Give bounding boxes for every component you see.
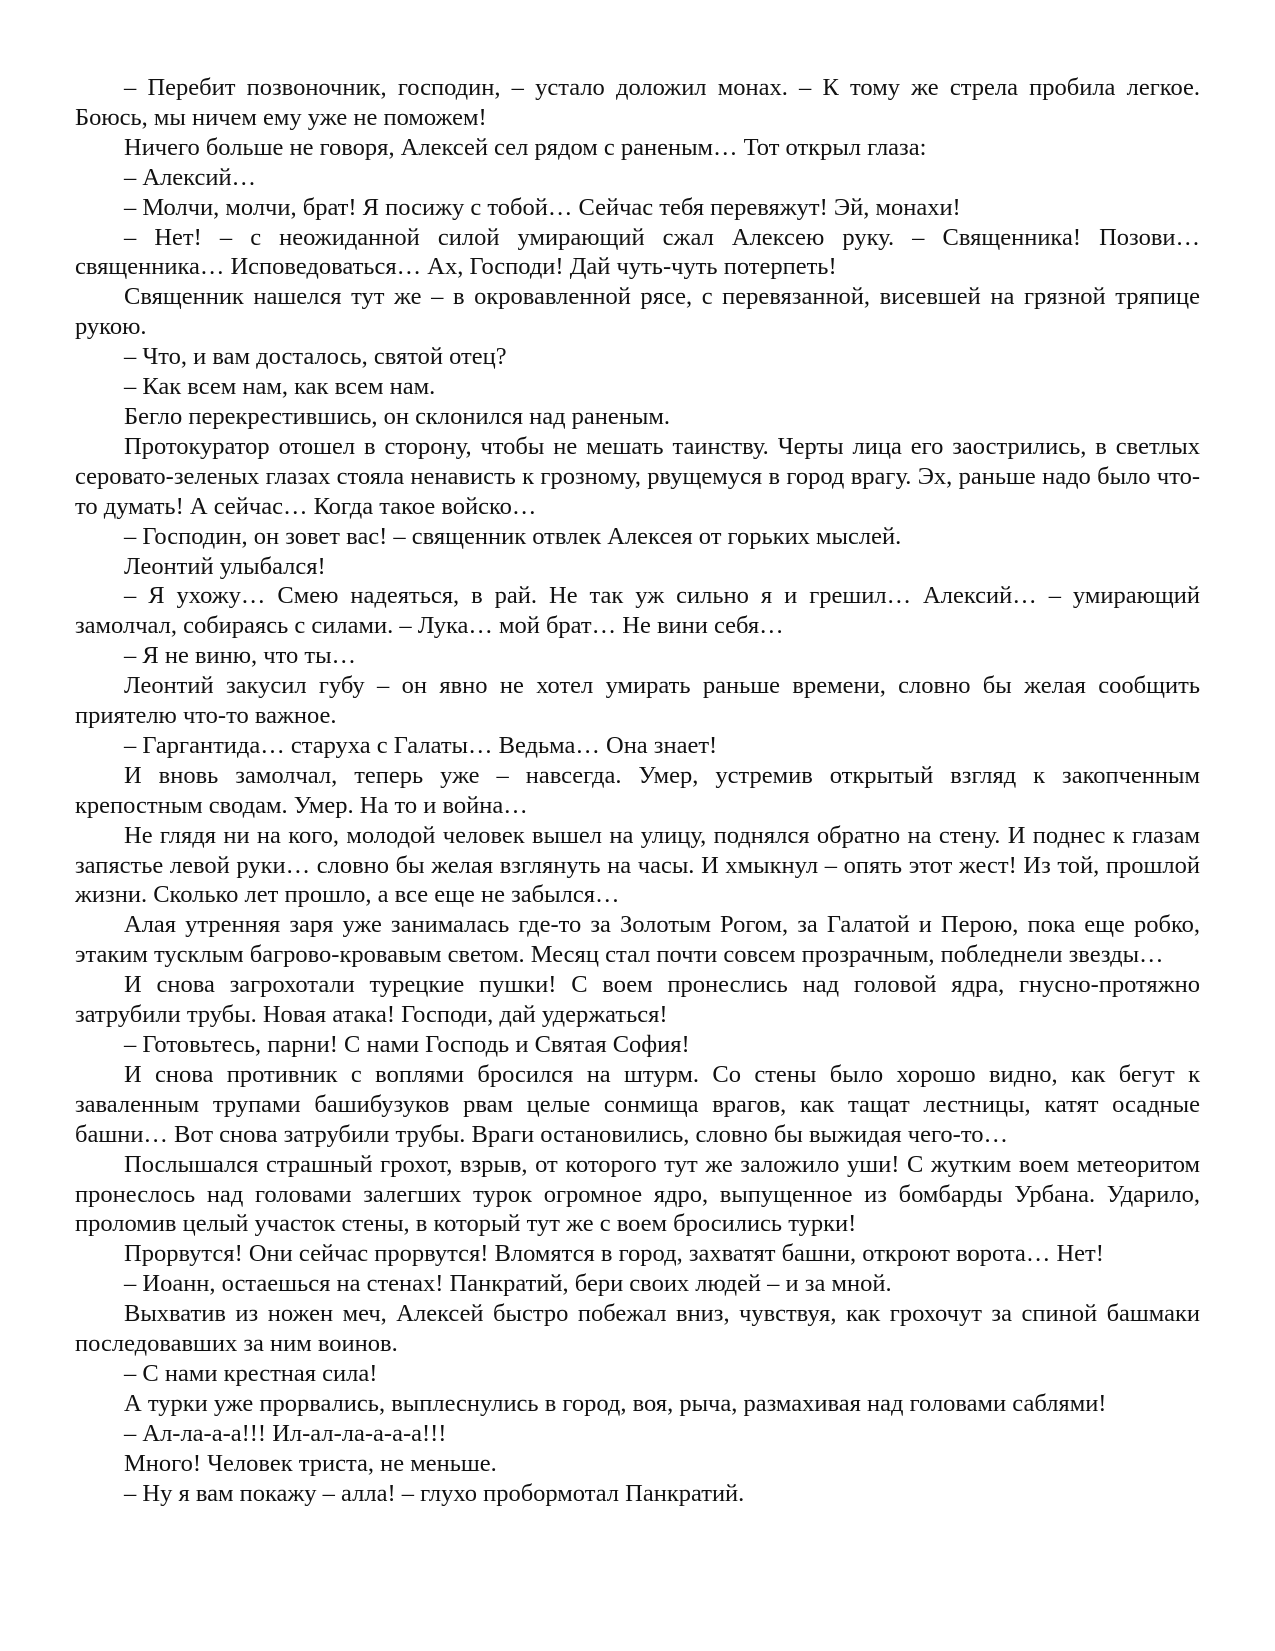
paragraph: – Перебит позвоночник, господин, – устало доложил монах. – К тому же стрела пробила легкое. Боюсь, мы ничем ему уже не поможем! xyxy=(75,74,1200,131)
paragraph: – С нами крестная сила! xyxy=(124,1359,378,1387)
paragraph: – Молчи, молчи, брат! Я посижу с тобой… Сейчас тебя перевяжут! Эй, монахи! xyxy=(124,193,961,221)
paragraph: – Что, и вам досталось, святой отец? xyxy=(124,343,507,371)
paragraph: – Иоанн, остаешься на стенах! Панкратий, бери своих людей – и за мной. xyxy=(124,1270,892,1298)
paragraph: Много! Человек триста, не меньше. xyxy=(124,1449,497,1477)
paragraph: – Господин, он зовет вас! – священник отвлек Алексея от горьких мыслей. xyxy=(124,522,902,550)
paragraph: – Ал-ла-а-а!!! Ил-ал-ла-а-а-а!!! xyxy=(124,1419,447,1447)
paragraph: Алая утренняя заря уже занималась где-то за Золотым Рогом, за Галатой и Перою, пока еще робко, этаким тусклым багрово-кровавым светом. Месяц стал почти совсем прозрачным, побледнели звезды… xyxy=(75,911,1200,969)
paragraph: Бегло перекрестившись, он склонился над раненым. xyxy=(124,402,670,430)
paragraph: – Готовьтесь, парни! С нами Господь и Святая София! xyxy=(124,1031,690,1058)
paragraph: – Как всем нам, как всем нам. xyxy=(124,373,436,401)
paragraph: Леонтий улыбался! xyxy=(124,552,326,580)
paragraph: – Я не виню, что ты… xyxy=(124,642,357,670)
paragraph: Ничего больше не говоря, Алексей сел рядом с раненым… Тот открыл глаза: xyxy=(124,133,927,161)
paragraph: И вновь замолчал, теперь уже – навсегда. Умер, устремив открытый взгляд к закопченным крепостным сводам. Умер. На то и война… xyxy=(75,761,1200,819)
paragraph: Выхватив из ножен меч, Алексей быстро побежал вниз, чувствуя, как грохочут за спиной башмаки последовавших за ним воинов. xyxy=(75,1300,1200,1358)
paragraph: Прорвутся! Они сейчас прорвутся! Вломятся в город, захватят башни, откроют ворота… Нет! xyxy=(124,1240,1104,1268)
paragraph: Протокуратор отошел в сторону, чтобы не мешать таинству. Черты лица его заострились, в светлых серовато-зеленых глазах стояла ненависть к грозному, рвущемуся в город врагу. Эх, раньше надо было что-то думать! А сейчас… Когда такое войско… xyxy=(75,432,1200,520)
book-page xyxy=(75,73,1200,1509)
paragraph: Не глядя ни на кого, молодой человек вышел на улицу, поднялся обратно на стену. И поднес к глазам запястье левой руки… словно бы желая взглянуть на часы. И хмыкнул – опять этот жест! Из той, прошлой жизни. Сколько лет прошло, а все еще не забылся… xyxy=(75,821,1200,909)
paragraph: – Гаргантида… старуха с Галаты… Ведьма… Она знает! xyxy=(124,731,718,759)
paragraph: Послышался страшный грохот, взрыв, от которого тут же заложило уши! С жутким воем метеоритом пронеслось над головами залегших турок огромное ядро, выпущенное из бомбарды Урбана. Ударило, проломив целый участок стены, в который тут же с воем бросились турки! xyxy=(75,1150,1200,1238)
paragraph: Леонтий закусил губу – он явно не хотел умирать раньше времени, словно бы желая сообщить приятелю что-то важное. xyxy=(75,672,1200,730)
paragraph: – Я ухожу… Смею надеяться, в рай. Не так уж сильно я и грешил… Алексий… – умирающий замолчал, собираясь с силами. – Лука… мой брат… Не вини себя… xyxy=(75,582,1200,640)
paragraph: – Алексий… xyxy=(124,163,257,191)
paragraph: Священник нашелся тут же – в окровавленной рясе, с перевязанной, висевшей на грязной тряпице рукою. xyxy=(75,283,1200,341)
paragraph: – Нет! – с неожиданной силой умирающий сжал Алексею руку. – Священника! Позови… священника… Исповедоваться… Ах, Господи! Дай чуть-чуть потерпеть! xyxy=(75,223,1200,281)
paragraph: А турки уже прорвались, выплеснулись в город, воя, рыча, размахивая над головами саблями! xyxy=(124,1389,1107,1417)
paragraph: И снова загрохотали турецкие пушки! С воем пронеслись над головой ядра, гнусно-протяжно затрубили трубы. Новая атака! Господи, дай удержаться! xyxy=(75,971,1200,1029)
paragraph: И снова противник с воплями бросился на штурм. Со стены было хорошо видно, как бегут к заваленным трупами башибузуков рвам целые сонмища врагов, как тащат лестницы, катят осадные башни… Вот снова затрубили трубы. Враги остановились, словно бы выжидая чего-то… xyxy=(75,1060,1200,1148)
paragraph: – Ну я вам покажу – алла! – глухо пробормотал Панкратий. xyxy=(124,1479,745,1507)
